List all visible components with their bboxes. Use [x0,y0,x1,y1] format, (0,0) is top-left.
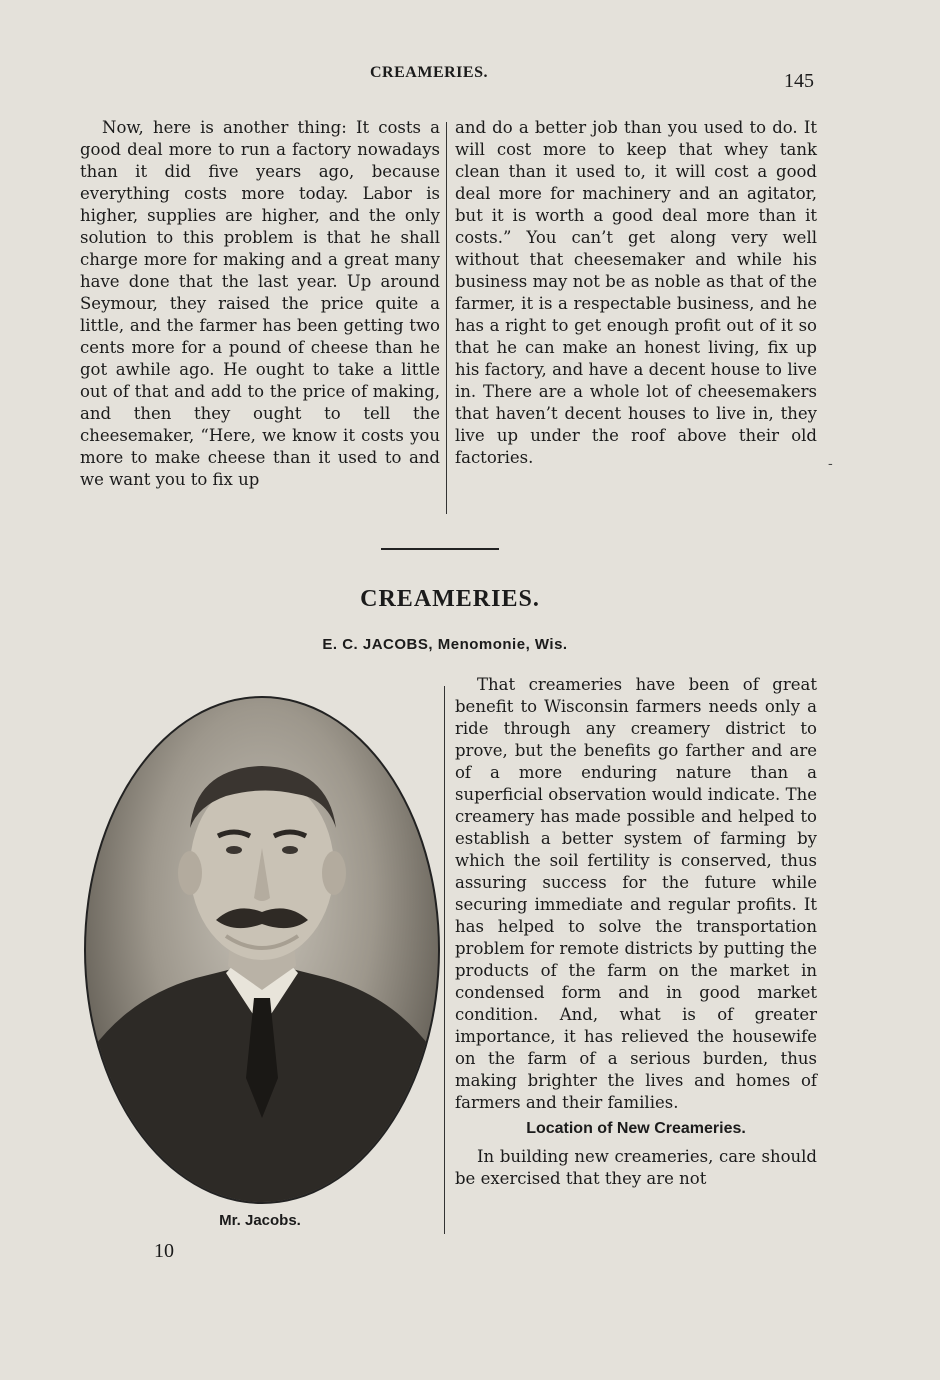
body-paragraph-2: In building new creameries, care should be exercised that they are not [455,1147,817,1188]
subheading: Location of New Creameries. [526,1120,746,1137]
signature-mark: 10 [154,1240,174,1262]
section-divider [381,548,499,550]
column-divider-top [446,122,447,514]
portrait-caption: Mr. Jacobs. [219,1212,301,1229]
top-left-paragraph: Now, here is another thing: It costs a good deal more to run a factory nowadays than it did five years ago, because everything costs more today. Labor is higher, supplies are higher, and the only solution to this problem is that he shall charge more for making and a great many have done that the last year. Up around Seymour, they raised the price quite a little, and the farmer has been getting two cents more for a pound of cheese than he got awhile ago. He ought to take a little out of that and add to the price of making, and then they ought to tell the cheesemaker, “Here, we know it costs you more to make cheese than it used to and we want you to fix up [80,118,440,489]
section-title: CREAMERIES. [360,586,540,612]
bottom-right-column [455,674,817,1190]
margin-mark: - [828,456,833,472]
portrait-illustration [86,698,438,1202]
page-number: 145 [784,70,814,92]
top-left-column [80,117,440,491]
author-portrait [84,696,440,1204]
column-divider-bottom [444,686,445,1234]
running-head: CREAMERIES. [370,64,488,81]
top-right-paragraph: and do a better job than you used to do. It will cost more to keep that whey tank clean than it used to, it will cost a good deal more for machinery and an agitator, but it is worth a good deal more than it costs.” You can’t get along very well without that cheesemaker and while his business may not be as noble as that of the farmer, it is a respectable business, and he has a right to get enough profit out of it so that he can make an honest living, fix up his factory, and have a decent house to live in. There are a whole lot of cheesemakers that haven’t decent houses to live in, they live up under the roof above their old factories. [455,118,817,467]
author-byline: E. C. JACOBS, Menomonie, Wis. [322,636,568,653]
body-paragraph-1: That creameries have been of great benefit to Wisconsin farmers needs only a ride through any creamery district to prove, but the benefits go farther and are of a more enduring nature than a superficial observation would indicate. The creamery has made possible and helped to establish a better system of farming by which the soil fertility is conserved, thus assuring success for the future while securing immediate and regular profits. It has helped to solve the transportation problem for remote districts by putting the products of the farm on the market in condensed form and in good market condition. And, what is of greater importance, it has relieved the housewife on the farm of a serious burden, thus making brighter the lives and homes of farmers and their families. [455,675,817,1112]
top-right-column [455,117,817,469]
